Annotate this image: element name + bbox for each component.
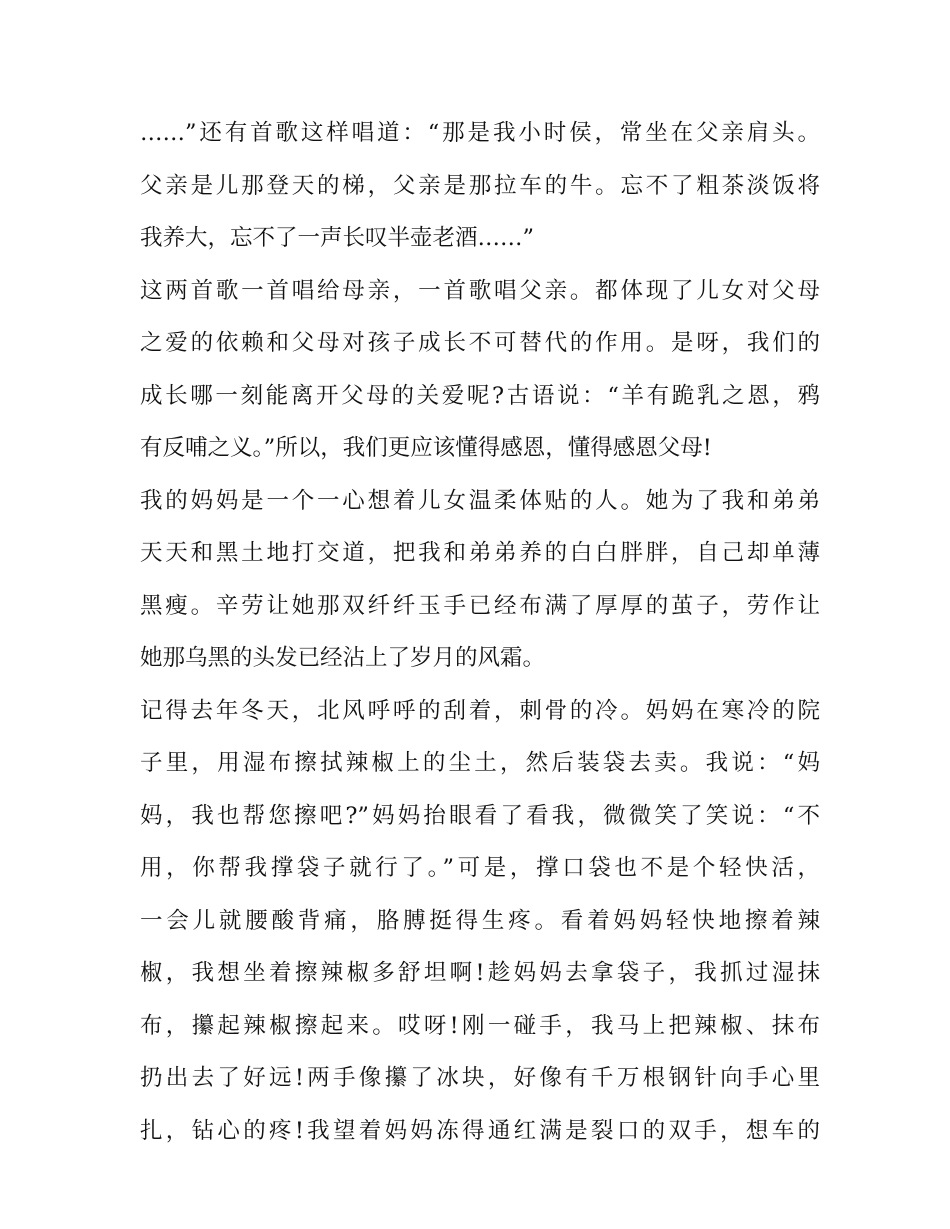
text-line: 成长哪一刻能离开父母的关爱呢?古语说：“羊有跪乳之恩，鸦 [140,382,820,409]
text-line: 有反哺之义。”所以，我们更应该懂得感恩，懂得感恩父母! [140,435,712,461]
text-line: 这两首歌一首唱给母亲，一首歌唱父亲。都体现了儿女对父母 [140,277,820,304]
text-line: 椒，我想坐着擦辣椒多舒坦啊!趁妈妈去拿袋子，我抓过湿抹 [140,960,820,986]
text-line: 我养大，忘不了一声长叹半壶老酒……” [140,225,535,251]
text-line: 扔出去了好远!两手像攥了冰块，好像有千万根钢针向手心里 [140,1065,820,1091]
text-line: 扎，钻心的疼!我望着妈妈冻得通红满是裂口的双手，想车的 [140,1117,820,1144]
text-line: 父亲是儿那登天的梯，父亲是那拉车的牛。忘不了粗茶淡饭将 [140,172,820,199]
text-line: ……”还有首歌这样唱道：“那是我小时侯，常坐在父亲肩头。 [140,120,820,146]
text-line: 之爱的依赖和父母对孩子成长不可替代的作用。是呀，我们的 [140,330,820,356]
text-line: 记得去年冬天，北风呼呼的刮着，刺骨的冷。妈妈在寒冷的院 [140,697,820,724]
text-line: 布，攥起辣椒擦起来。哎呀!刚一碰手，我马上把辣椒、抹布 [140,1012,820,1039]
text-line: 我的妈妈是一个一心想着儿女温柔体贴的人。她为了我和弟弟 [140,487,820,514]
text-line: 子里，用湿布擦拭辣椒上的尘土，然后装袋去卖。我说：“妈 [140,750,820,776]
text-line: 黑瘦。辛劳让她那双纤纤玉手已经布满了厚厚的茧子，劳作让 [140,592,820,619]
essay-text [140,107,820,1157]
text-line: 一会儿就腰酸背痛，胳膊挺得生疼。看着妈妈轻快地擦着辣 [140,907,820,934]
text-line: 天天和黑土地打交道，把我和弟弟养的白白胖胖，自己却单薄 [140,540,820,566]
text-line: 她那乌黑的头发已经沾上了岁月的风霜。 [140,645,546,671]
text-line: 妈，我也帮您擦吧?”妈妈抬眼看了看我，微微笑了笑说：“不 [140,802,820,829]
text-line: 用，你帮我撑袋子就行了。”可是，撑口袋也不是个轻快活， [140,855,820,881]
